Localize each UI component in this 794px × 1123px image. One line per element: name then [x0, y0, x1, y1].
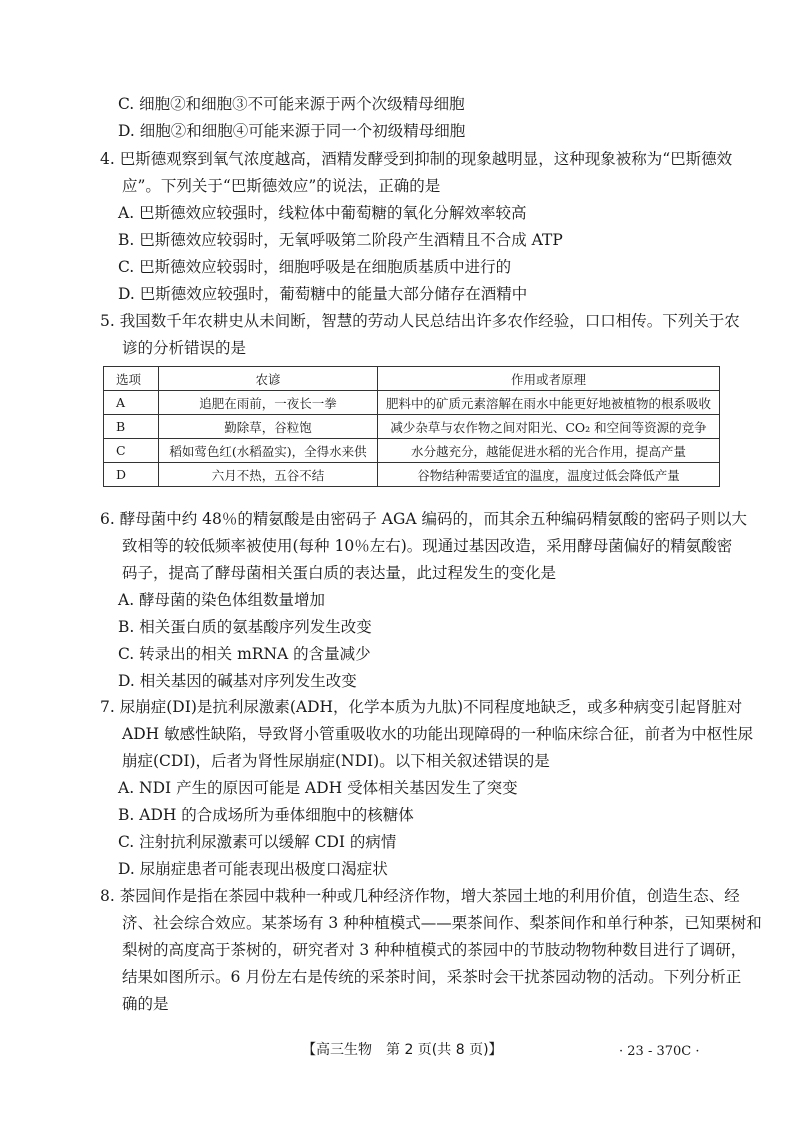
table-cell: C	[104, 439, 159, 463]
table-cell: 六月不热，五谷不结	[159, 463, 378, 487]
table-cell: A	[104, 391, 159, 415]
q4-option-a: A. 巴斯德效应较强时，线粒体中葡萄糖的氧化分解效率较高	[118, 204, 527, 222]
q4-stem-line-1: 4. 巴斯德观察到氧气浓度越高，酒精发酵受到抑制的现象越明显，这种现象被称为“巴斯德效	[100, 150, 733, 168]
q7-stem-line-2: ADH 敏感性缺陷，导致肾小管重吸收水的功能出现障碍的一种临床综合征，前者为中枢性尿	[122, 725, 754, 743]
q4-option-b: B. 巴斯德效应较弱时，无氧呼吸第二阶段产生酒精且不合成 ATP	[118, 231, 563, 249]
table-header-row	[104, 367, 720, 391]
q6-stem-line-3: 码子，提高了酵母菌相关蛋白质的表达量，此过程发生的变化是	[122, 564, 557, 582]
q5-stem-line-2: 谚的分析错误的是	[122, 339, 247, 357]
q8-stem-line-2: 济、社会综合效应。某茶场有 3 种种植模式——栗茶间作、梨茶间作和单行种茶，已知栗树和	[122, 914, 762, 932]
table-cell: 减少杂草与农作物之间对阳光、CO₂ 和空间等资源的竞争	[378, 415, 720, 439]
q8-stem-line-3: 梨树的高度高于茶树的，研究者对 3 种种植模式的茶园中的节肢动物物种数目进行了调研，	[122, 941, 747, 959]
q6-option-a: A. 酵母菌的染色体组数量增加	[118, 591, 326, 609]
table-row	[104, 391, 720, 415]
q6-option-d: D. 相关基因的碱基对序列发生改变	[118, 672, 357, 690]
q7-stem-line-3: 崩症(CDI)，后者为肾性尿崩症(NDI)。以下相关叙述错误的是	[122, 752, 550, 770]
q7-option-d: D. 尿崩症患者可能表现出极度口渴症状	[118, 860, 388, 878]
q6-option-b: B. 相关蛋白质的氨基酸序列发生改变	[118, 618, 372, 636]
table-cell: 水分越充分，越能促进水稻的光合作用，提高产量	[378, 439, 720, 463]
q4-option-c: C. 巴斯德效应较弱时，细胞呼吸是在细胞质基质中进行的	[118, 258, 512, 276]
q7-stem-line-1: 7. 尿崩症(DI)是抗利尿激素(ADH，化学本质为九肽)不同程度地缺乏，或多种病变引起肾脏对	[100, 698, 743, 716]
q7-option-b: B. ADH 的合成场所为垂体细胞中的核糖体	[118, 806, 414, 824]
q5-stem-line-1: 5. 我国数千年农耕史从未间断，智慧的劳动人民总结出许多农作经验，口口相传。下列关于农	[100, 312, 740, 330]
q6-option-c: C. 转录出的相关 mRNA 的含量减少	[118, 645, 371, 663]
q8-stem-line-5: 确的是	[122, 995, 169, 1013]
table-cell: 追肥在雨前，一夜长一拳	[159, 391, 378, 415]
table-header: 作用或者原理	[378, 367, 720, 391]
table-header: 选项	[104, 367, 159, 391]
table-header: 农谚	[159, 367, 378, 391]
table-row	[104, 415, 720, 439]
table-cell: 勤除草，谷粒饱	[159, 415, 378, 439]
q8-stem-line-4: 结果如图所示。6 月份左右是传统的采茶时间，采茶时会干扰茶园动物的活动。下列分析正	[122, 968, 742, 986]
option-c-prev: C. 细胞②和细胞③不可能来源于两个次级精母细胞	[118, 95, 465, 113]
page-code: · 23 - 370C ·	[619, 1044, 700, 1059]
q4-stem-line-2: 应”。下列关于“巴斯德效应”的说法，正确的是	[122, 177, 441, 195]
table-row	[104, 439, 720, 463]
page-footer-label: 【高三生物 第 2 页(共 8 页)】	[302, 1042, 503, 1058]
q4-option-d: D. 巴斯德效应较强时，葡萄糖中的能量大部分储存在酒精中	[118, 285, 528, 303]
table-row	[104, 463, 720, 487]
table-cell: 肥料中的矿质元素溶解在雨水中能更好地被植物的根系吸收	[378, 391, 720, 415]
table-cell: B	[104, 415, 159, 439]
q8-stem-line-1: 8. 茶园间作是指在茶园中栽种一种或几种经济作物，增大茶园土地的利用价值，创造生态、经	[100, 887, 740, 905]
q7-option-c: C. 注射抗利尿激素可以缓解 CDI 的病情	[118, 833, 397, 851]
table-cell: 稻如莺色红(水稻盈实)，全得水来供	[159, 439, 378, 463]
option-d-prev: D. 细胞②和细胞④可能来源于同一个初级精母细胞	[118, 122, 466, 140]
q6-stem-line-1: 6. 酵母菌中约 48％的精氨酸是由密码子 AGA 编码的，而其余五种编码精氨酸的密码子则以大	[100, 510, 747, 528]
q6-stem-line-2: 致相等的较低频率被使用(每种 10％左右)。现通过基因改造，采用酵母菌偏好的精氨酸密	[122, 537, 733, 555]
table-cell: 谷物结种需要适宜的温度，温度过低会降低产量	[378, 463, 720, 487]
q5-table	[103, 366, 720, 487]
q7-option-a: A. NDI 产生的原因可能是 ADH 受体相关基因发生了突变	[118, 779, 518, 797]
table-cell: D	[104, 463, 159, 487]
